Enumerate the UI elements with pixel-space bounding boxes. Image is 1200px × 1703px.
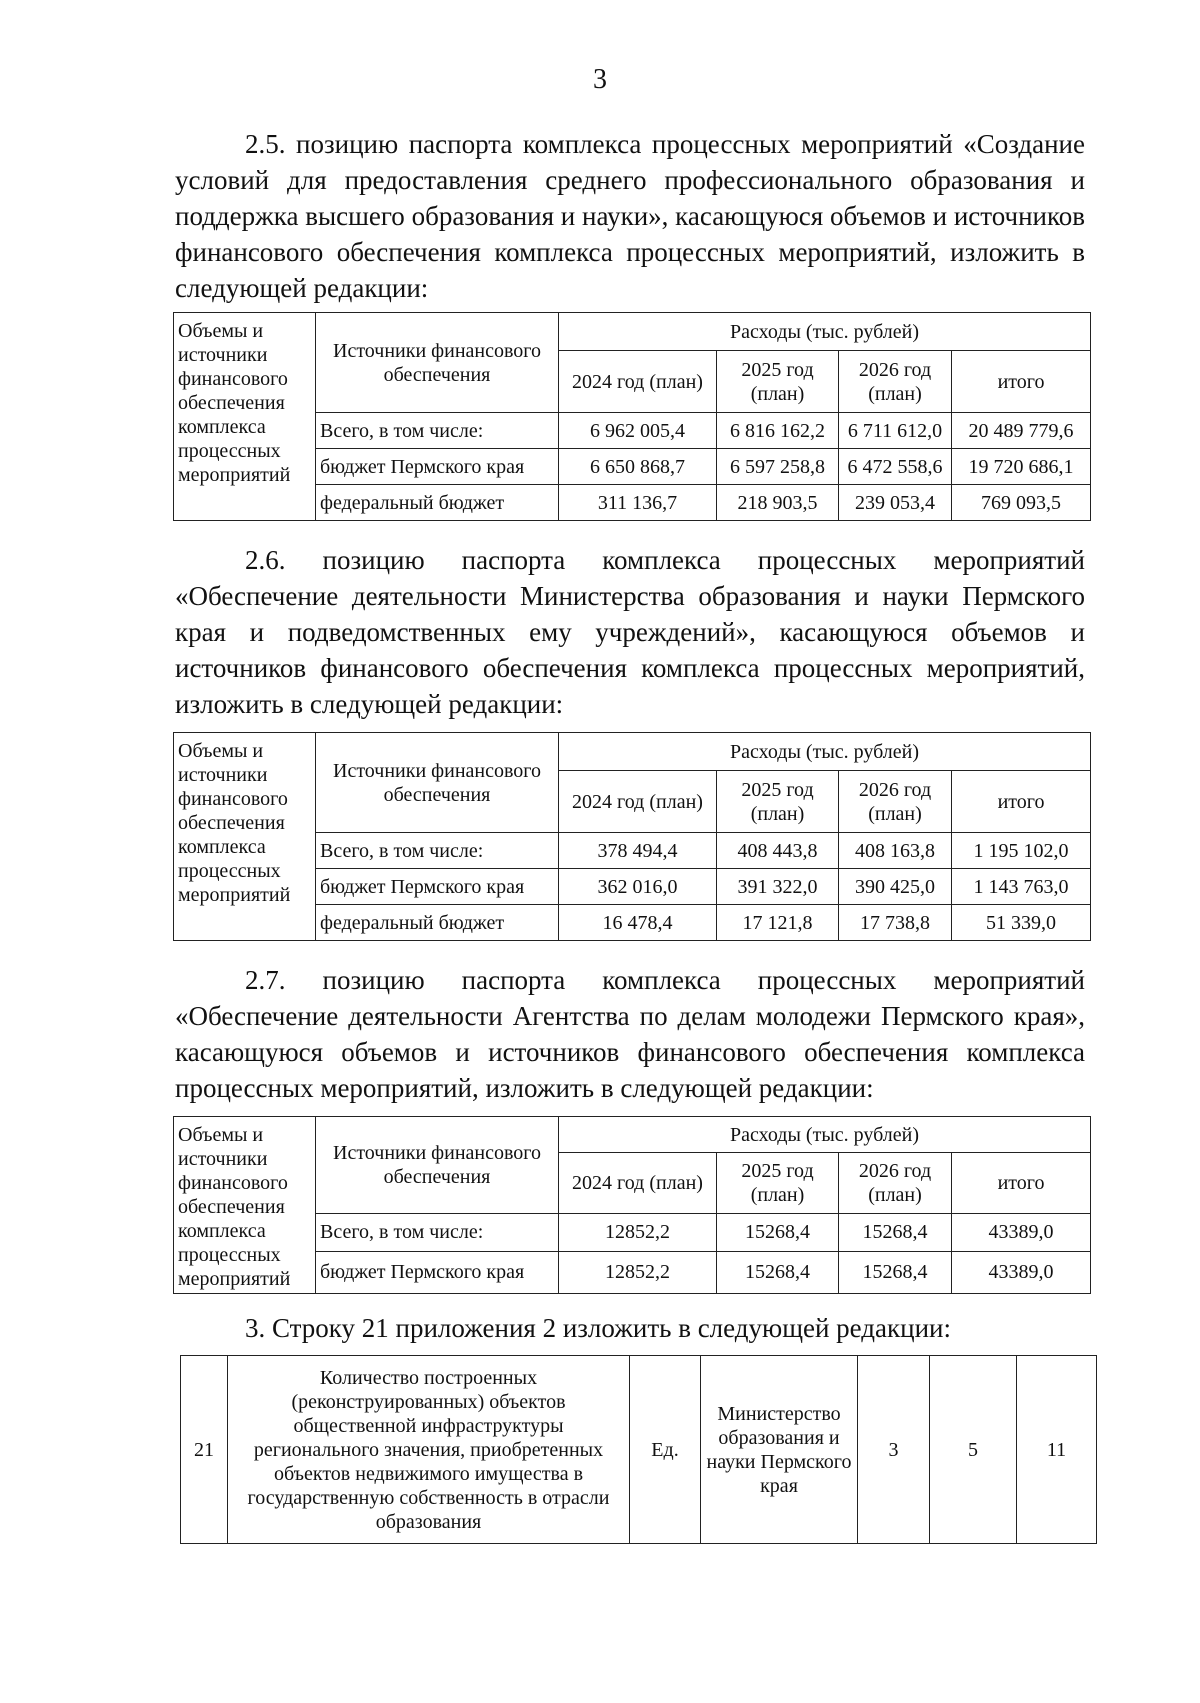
value-cell: 16 478,4 [559,905,717,941]
value-cell: 391 322,0 [717,869,839,905]
expenses-header: Расходы (тыс. рублей) [559,733,1091,771]
value-cell: 311 136,7 [559,485,717,521]
year-header: 2025 год (план) [717,351,839,413]
value-cell: 15268,4 [839,1251,952,1293]
total-header: итого [952,351,1091,413]
value-cell: 769 093,5 [952,485,1091,521]
source-cell: бюджет Пермского края [316,449,559,485]
value-cell: 12852,2 [559,1213,717,1251]
sources-header: Источники финансового обеспечения [316,313,559,413]
year-header: 2025 год (план) [717,1153,839,1213]
value-cell: 6 962 005,4 [559,413,717,449]
value-cell: 15268,4 [839,1213,952,1251]
value-cell: 390 425,0 [839,869,952,905]
value-cell: 1 195 102,0 [952,833,1091,869]
paragraph-2-7-text: 2.7. позицию паспорта комплекса процессных мероприятий «Обеспечение деятельности Агентства по делам молодежи Пермского края», касающуюся объемов и источников финансового обеспечения комплекса процессных мероприятий, изложить в следующей редакции: [175,965,1085,1103]
unit-cell: Ед. [630,1356,701,1544]
value-cell: 362 016,0 [559,869,717,905]
row-header-cell: Объемы и источники финансового обеспечения комплекса процессных мероприятий [174,313,316,521]
expenses-header: Расходы (тыс. рублей) [559,1117,1091,1153]
responsible-cell: Министерство образования и науки Пермского края [701,1356,858,1544]
value-cell: 43389,0 [952,1251,1091,1293]
year-header: 2024 год (план) [559,771,717,833]
sources-header: Источники финансового обеспечения [316,1117,559,1214]
total-header: итого [952,1153,1091,1213]
value-cell: 6 711 612,0 [839,413,952,449]
total-header: итого [952,771,1091,833]
value-cell: 6 650 868,7 [559,449,717,485]
value-cell: 408 443,8 [717,833,839,869]
year-header: 2026 год (план) [839,771,952,833]
value-cell: 11 [1017,1356,1097,1544]
value-cell: 15268,4 [717,1251,839,1293]
page-number: 3 [593,64,607,95]
value-cell: 3 [858,1356,930,1544]
value-cell: 17 121,8 [717,905,839,941]
value-cell: 17 738,8 [839,905,952,941]
paragraph-2-5-text: 2.5. позицию паспорта комплекса процессных мероприятий «Создание условий для предоставления среднего профессионального образования и поддержка высшего образования и науки», касающуюся объемов и источников финансового обеспечения комплекса процессных мероприятий, изложить в следующей редакции: [175,129,1085,303]
value-cell: 15268,4 [717,1213,839,1251]
value-cell: 1 143 763,0 [952,869,1091,905]
value-cell: 378 494,4 [559,833,717,869]
year-header: 2024 год (план) [559,351,717,413]
value-cell: 43389,0 [952,1213,1091,1251]
year-header: 2024 год (план) [559,1153,717,1213]
table-row [181,1356,1097,1544]
row-header-cell: Объемы и источники финансового обеспечения комплекса процессных мероприятий [174,1117,316,1294]
finance-table-2-5 [173,312,1091,521]
value-cell: 6 472 558,6 [839,449,952,485]
year-header: 2026 год (план) [839,351,952,413]
sources-header: Источники финансового обеспечения [316,733,559,833]
value-cell: 5 [930,1356,1017,1544]
finance-table-2-6 [173,732,1091,941]
paragraph-2-7 [175,962,1085,1106]
value-cell: 239 053,4 [839,485,952,521]
source-cell: федеральный бюджет [316,485,559,521]
paragraph-2-6 [175,542,1085,722]
value-cell: 218 903,5 [717,485,839,521]
row-number: 21 [181,1356,228,1544]
source-cell: Всего, в том числе: [316,413,559,449]
indicator-name: Количество построенных (реконструированных) объектов общественной инфраструктуры регионального значения, приобретенных объектов недвижимого имущества в государственную собственность в отрасли образования [228,1356,630,1544]
expenses-header: Расходы (тыс. рублей) [559,313,1091,351]
row-header-cell: Объемы и источники финансового обеспечения комплекса процессных мероприятий [174,733,316,941]
value-cell: 19 720 686,1 [952,449,1091,485]
source-cell: бюджет Пермского края [316,1251,559,1293]
indicator-table [180,1355,1097,1544]
finance-table-2-7 [173,1116,1091,1294]
paragraph-3 [175,1310,1085,1346]
value-cell: 12852,2 [559,1251,717,1293]
source-cell: федеральный бюджет [316,905,559,941]
year-header: 2026 год (план) [839,1153,952,1213]
year-header: 2025 год (план) [717,771,839,833]
source-cell: Всего, в том числе: [316,1213,559,1251]
source-cell: бюджет Пермского края [316,869,559,905]
value-cell: 408 163,8 [839,833,952,869]
value-cell: 20 489 779,6 [952,413,1091,449]
paragraph-2-6-text: 2.6. позицию паспорта комплекса процессных мероприятий «Обеспечение деятельности Министерства образования и науки Пермского края и подведомственных ему учреждений», касающуюся объемов и источников финансового обеспечения комплекса процессных мероприятий, изложить в следующей редакции: [175,545,1085,719]
value-cell: 6 597 258,8 [717,449,839,485]
paragraph-3-text: 3. Строку 21 приложения 2 изложить в следующей редакции: [245,1313,951,1343]
value-cell: 6 816 162,2 [717,413,839,449]
value-cell: 51 339,0 [952,905,1091,941]
paragraph-2-5 [175,126,1085,306]
source-cell: Всего, в том числе: [316,833,559,869]
